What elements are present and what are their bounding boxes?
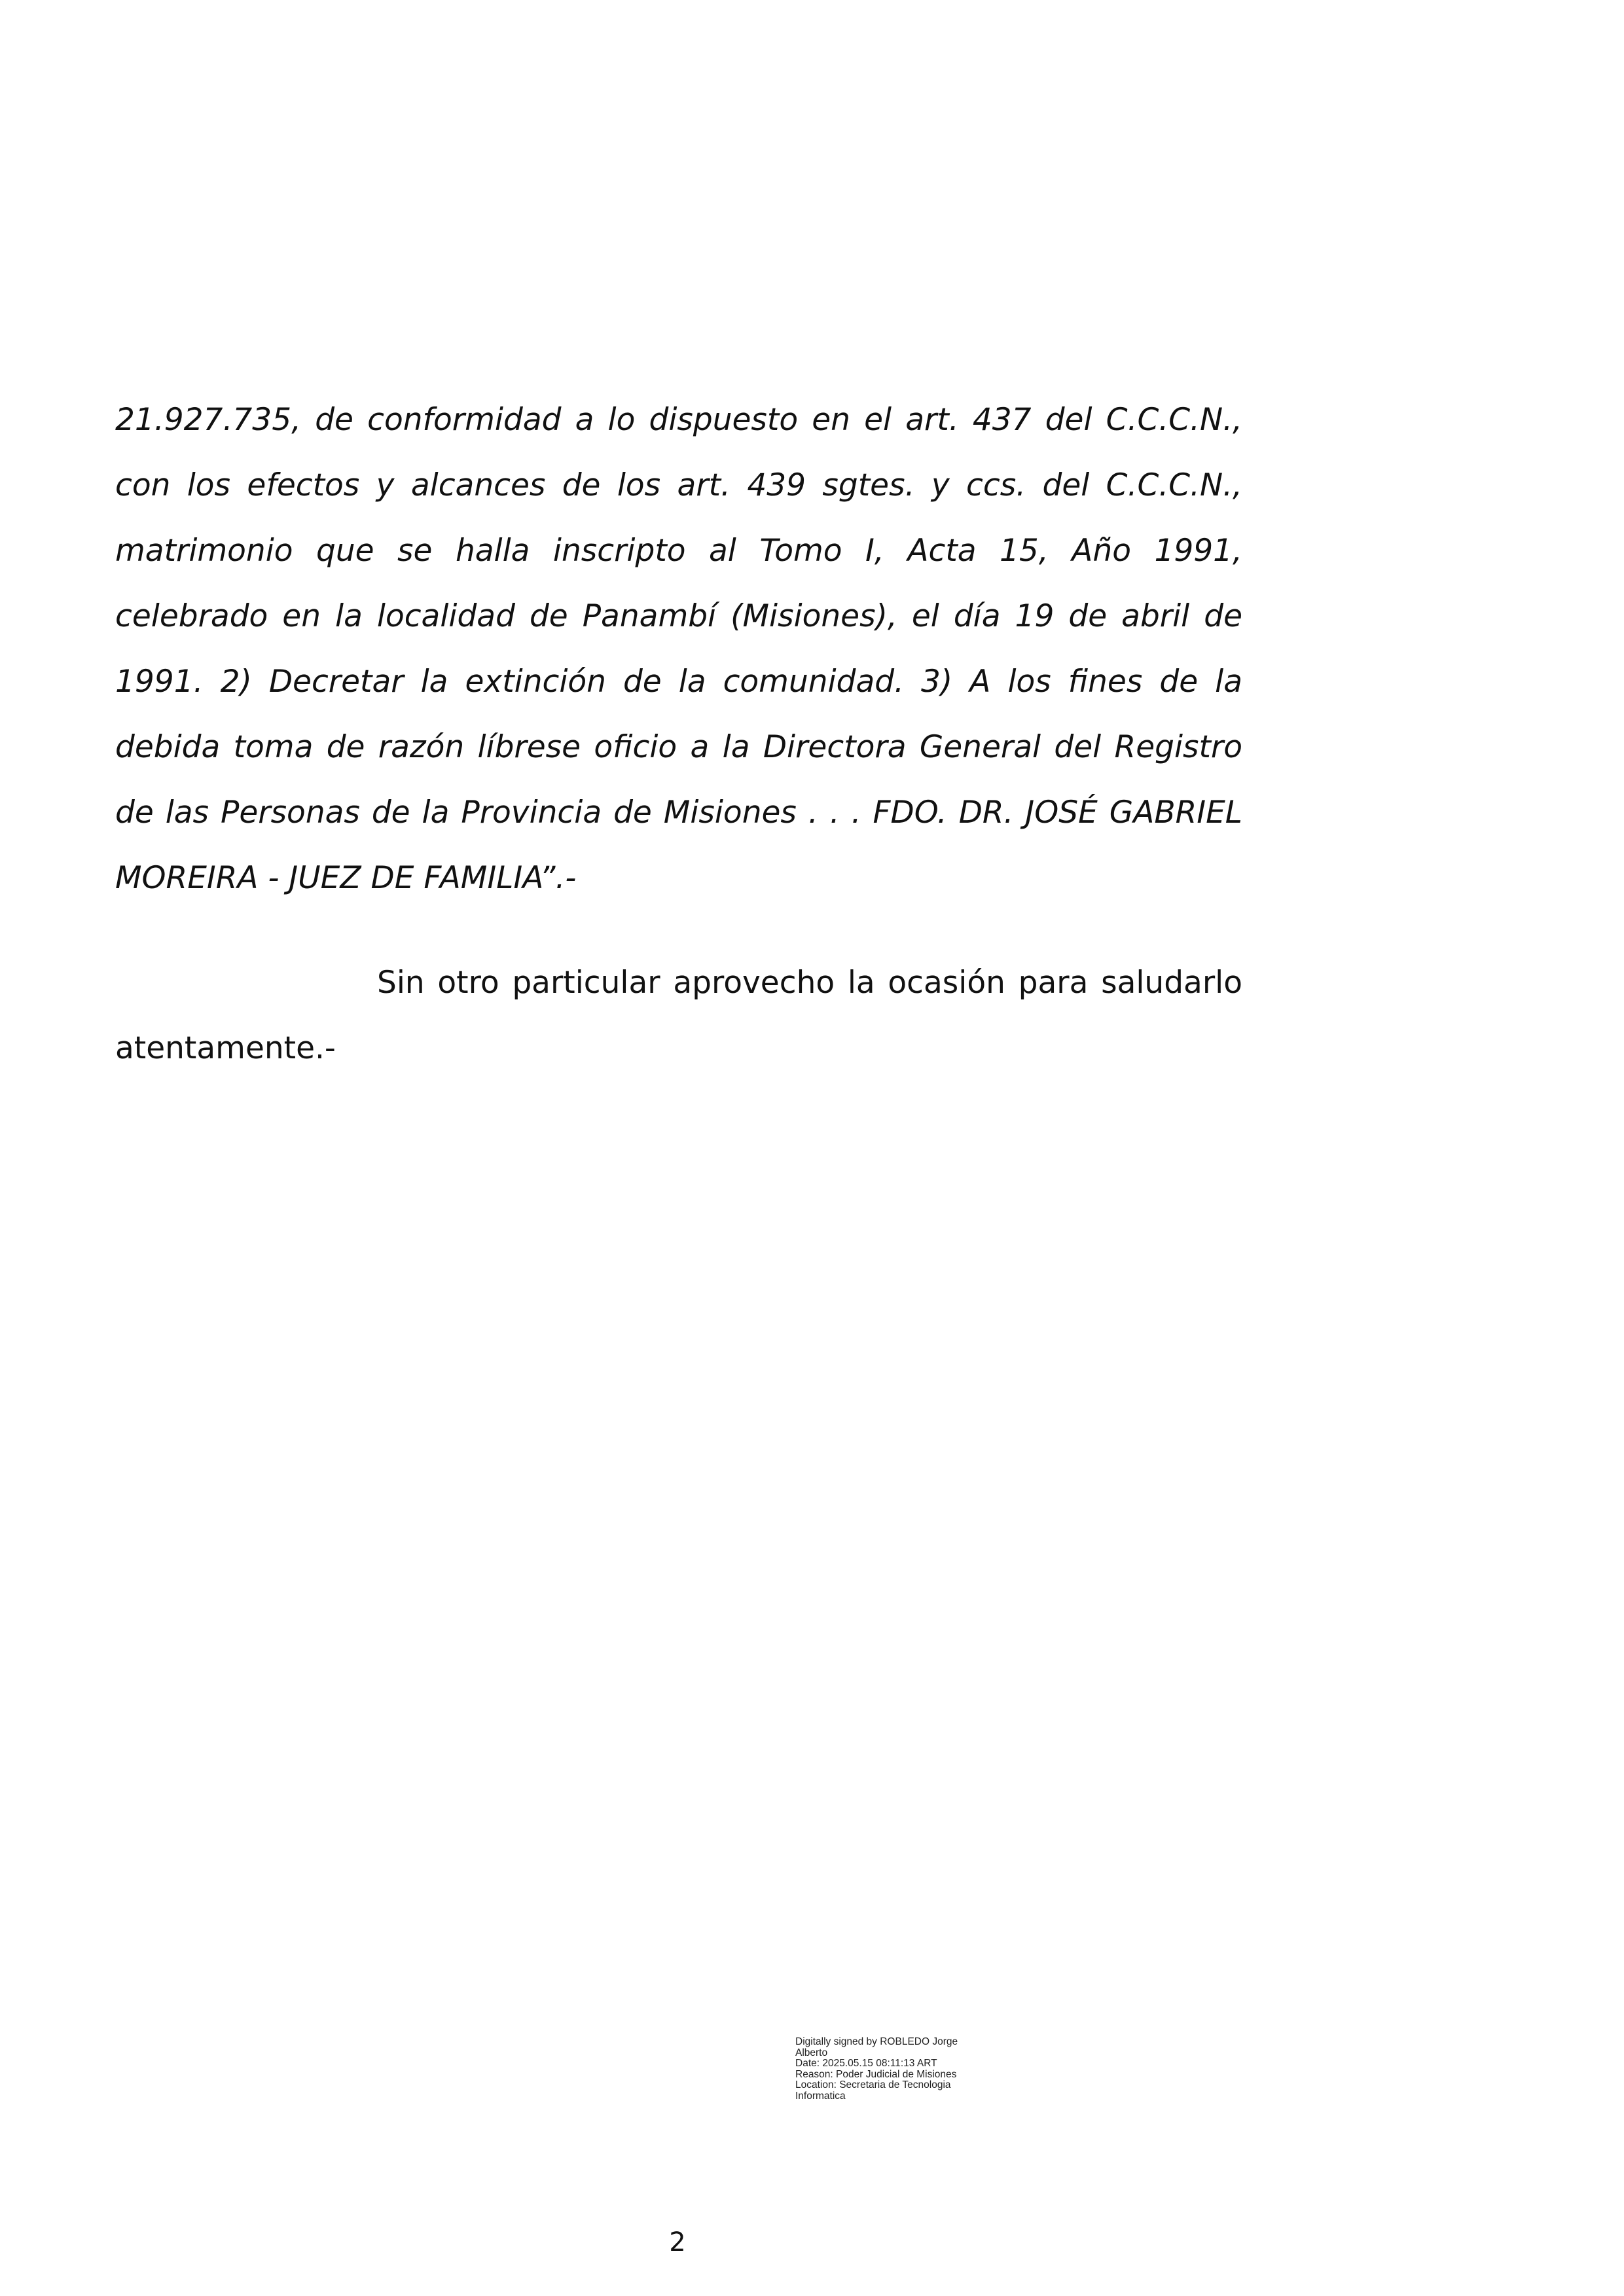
quoted-resolution-paragraph: 21.927.735, de conformidad a lo dispuesto en el art. 437 del C.C.C.N., con los efectos y alcances de los art. 439 sgtes. y ccs. del C.C.C.N., matrimonio que se halla inscripto al Tomo I, Acta 15, Año 1991, celebrado en la localidad de Panambí (Misiones), el día 19 de abril de 1991. 2) Decretar la extinción de la comunidad. 3) A los fines de la debida toma de razón líbrese oficio a la Directora General del Registro de las Personas de la Provincia de Misiones . . . FDO. DR. JOSÉ GABRIEL MOREIRA - JUEZ DE FAMILIA”.- — [115, 402, 1242, 896]
signature-line: Alberto — [795, 2047, 828, 2058]
signature-line: Date: 2025.05.15 08:11:13 ART — [795, 2058, 937, 2069]
signature-line: Reason: Poder Judicial de Misiones — [795, 2068, 957, 2080]
digital-signature-block — [795, 2037, 1005, 2102]
signature-line: Digitally signed by ROBLEDO Jorge — [795, 2036, 958, 2047]
page-number: 2 — [669, 2227, 686, 2257]
closing-paragraph: Sin otro particular aprovecho la ocasión para saludarlo atentamente.- — [115, 965, 1242, 1066]
signature-line: Location: Secretaria de Tecnologia — [795, 2079, 951, 2090]
signature-line: Informatica — [795, 2090, 846, 2102]
